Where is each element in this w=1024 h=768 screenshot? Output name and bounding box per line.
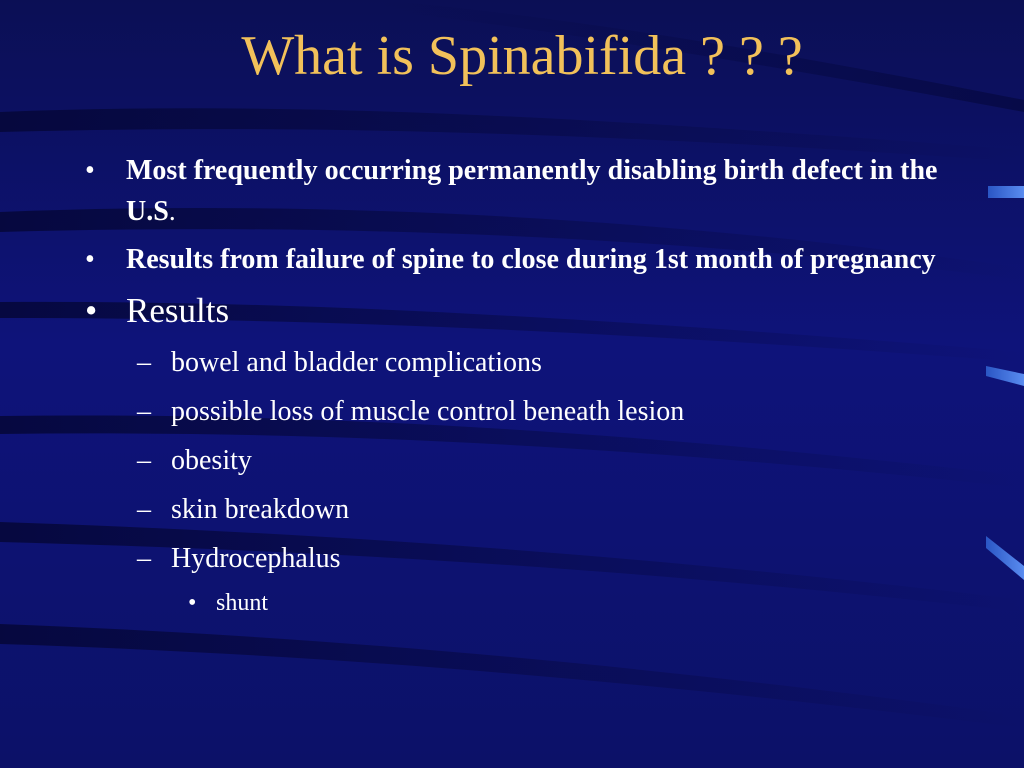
slide-title: What is Spinabifida ? ? ?	[241, 25, 803, 87]
sub-bullet-item	[85, 436, 945, 485]
accent-stripe	[988, 186, 1024, 198]
bullet-text-suffix: .	[168, 196, 176, 227]
bullet-text: Results from failure of spine to close during 1st month of pregnancy	[126, 244, 936, 275]
bullet-icon: •	[188, 590, 197, 616]
bullet-icon: •	[85, 244, 95, 275]
sub-bullet-item	[85, 338, 945, 387]
bullet-icon: •	[85, 155, 95, 186]
bullet-text: Most frequently occurring permanently disabling birth defect in the U.S	[126, 155, 938, 227]
sub-sub-bullet-item	[85, 583, 945, 623]
sub-sub-bullet-text: shunt	[216, 590, 269, 616]
accent-stripe	[986, 536, 1024, 580]
dash-icon: –	[137, 494, 151, 525]
sub-bullet-item	[85, 534, 945, 583]
bullet-item	[85, 150, 945, 232]
dash-icon: –	[137, 396, 151, 427]
sub-bullet-text: bowel and bladder complications	[171, 347, 542, 378]
background-streak	[0, 624, 1024, 728]
sub-bullet-text: Hydrocephalus	[171, 543, 341, 574]
bullet-icon: •	[85, 291, 98, 330]
sub-bullet-text: skin breakdown	[171, 494, 350, 525]
sub-bullet-item	[85, 485, 945, 534]
bullet-item	[85, 287, 945, 335]
bullet-item	[85, 239, 945, 280]
accent-stripe	[986, 366, 1024, 386]
bullet-text: Results	[126, 291, 230, 330]
bullet-list	[85, 150, 945, 623]
sub-bullet-text: possible loss of muscle control beneath lesion	[171, 396, 685, 427]
dash-icon: –	[137, 543, 151, 574]
sub-bullet-text: obesity	[171, 445, 252, 476]
dash-icon: –	[137, 445, 151, 476]
dash-icon: –	[137, 347, 151, 378]
sub-bullet-item	[85, 387, 945, 436]
